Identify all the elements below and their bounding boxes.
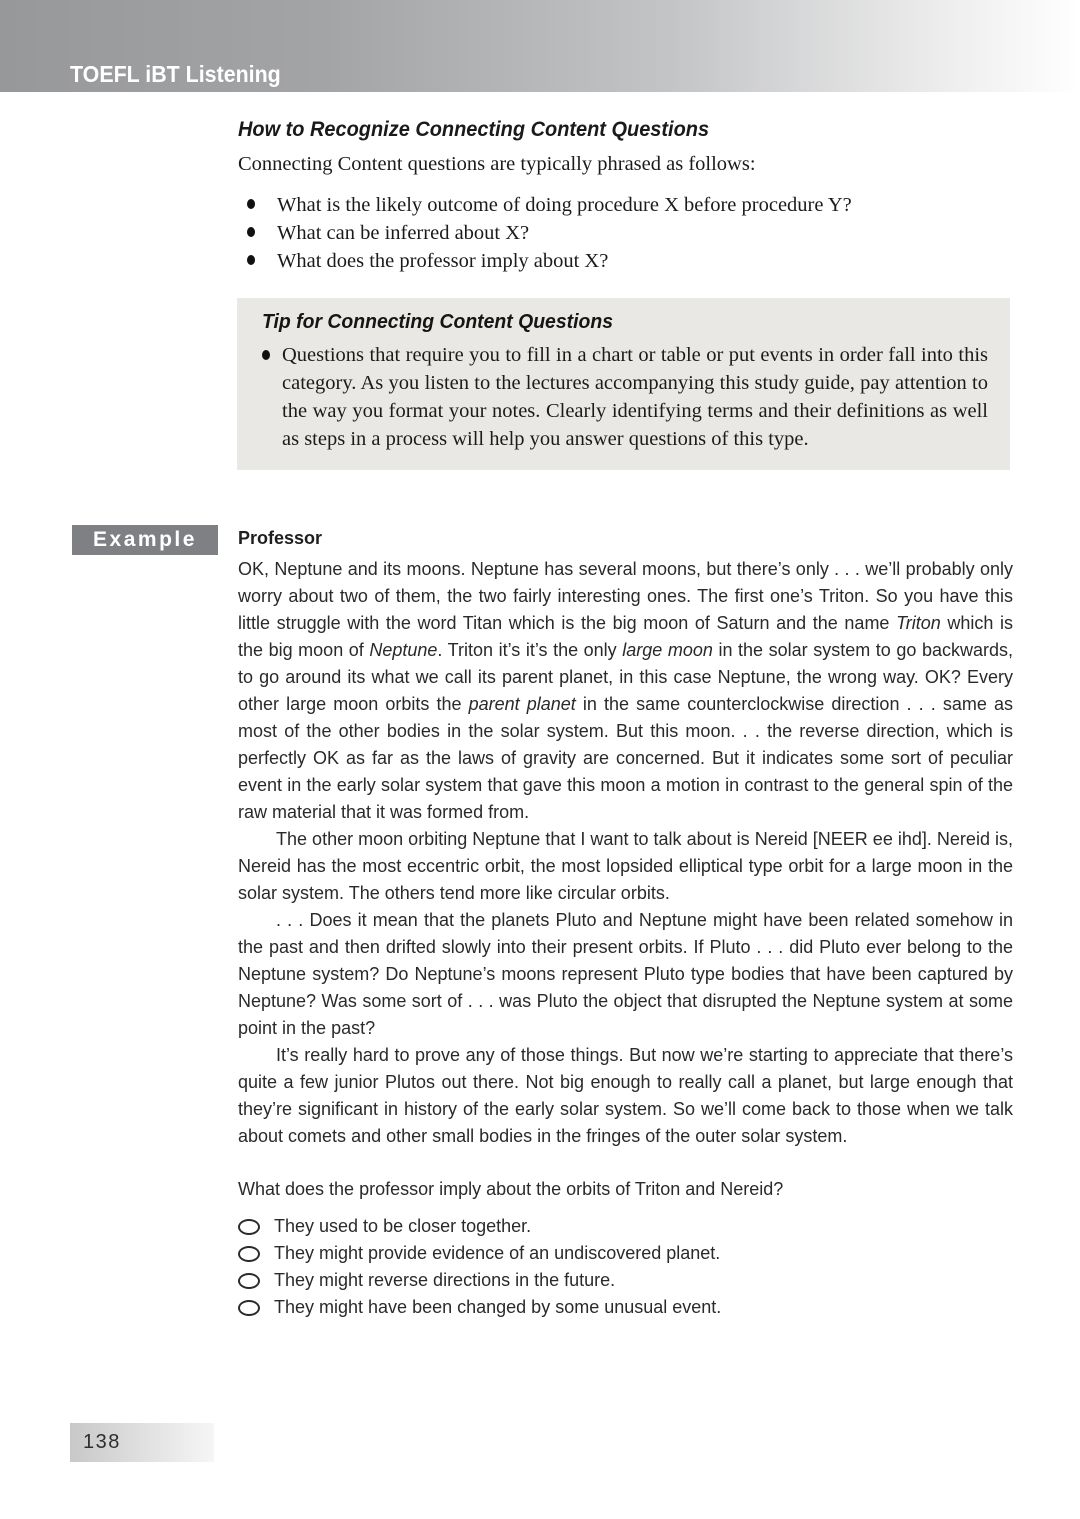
list-item-text: What does the professor imply about X?: [277, 250, 609, 272]
radio-oval-icon[interactable]: [238, 1246, 260, 1262]
question-phrase-list: [238, 191, 1013, 275]
answer-option[interactable]: [238, 1240, 1013, 1267]
bullet-icon: [247, 255, 255, 265]
transcript-paragraph: The other moon orbiting Neptune that I want to talk about is Nereid [NEER ee ihd]. Nereid is, Nereid has the most eccentric orbit, the most lopsided elliptical type orbit for a large moon in the solar system. The others tend more like circular orbits.: [238, 829, 1013, 903]
radio-oval-icon[interactable]: [238, 1273, 260, 1289]
bullet-icon: [247, 227, 255, 237]
page-number-bar: [70, 1423, 214, 1462]
radio-oval-icon[interactable]: [238, 1300, 260, 1316]
option-text: They used to be closer together.: [274, 1216, 532, 1236]
example-label: Example: [72, 525, 218, 555]
transcript-paragraph: . . . Does it mean that the planets Pluto and Neptune might have been related somehow in the past and then drifted slowly into their present orbits. If Pluto . . . did Pluto ever belong to the Neptune system? Do Neptune’s moons represent Pluto type bodies that have been captured by Neptune? Was some sort of . . . was Pluto the object that disrupted the Neptune system at some point in the past?: [238, 910, 1013, 1038]
radio-oval-icon[interactable]: [238, 1219, 260, 1235]
page-number: 138: [83, 1431, 121, 1453]
subsection-heading: How to Recognize Connecting Content Questions: [238, 118, 710, 141]
page-header-band: [0, 0, 1080, 92]
answer-option[interactable]: [238, 1213, 1013, 1240]
example-section: [93, 528, 1013, 551]
transcript-paragraph: OK, Neptune and its moons. Neptune has several moons, but there’s only . . . we’ll probably only worry about two of them, the two fairly interesting ones. The first one’s Triton. So you have this little struggle with the word Titan which is the big moon of Saturn and the name Triton which is the big moon of Neptune. Triton it’s it’s the only large moon in the solar system to go backwards, to go around its what we call its parent planet, in this case Neptune, the wrong way. OK? Every other large moon orbits the parent planet in the same counterclockwise direction . . . same as most of the other bodies in the solar system. But this moon. . . the reverse direction, which is perfectly OK as far as the laws of gravity are concerned. But it indicates some sort of peculiar event in the early solar system that gave this moon a motion in contrast to the general spin of the raw material that it was formed from.: [238, 559, 1013, 822]
tip-text: Questions that require you to fill in a chart or table or put events in order fall into this category. As you listen to the lectures accompanying this study guide, pay attention to the way you format your notes. Clearly identifying terms and their definitions as well as steps in a process will help you answer questions of this type.: [282, 344, 988, 450]
section-title: TOEFL iBT Listening: [70, 61, 281, 87]
bullet-icon: [262, 350, 270, 360]
transcript-paragraph: It’s really hard to prove any of those things. But now we’re starting to appreciate that there’s quite a few junior Plutos out there. Not big enough to really call a planet, but large enough that they’re significant in history of the early solar system. So we’ll come back to those when we talk about comets and other small bodies in the fringes of the outer solar system.: [238, 1045, 1013, 1146]
option-text: They might provide evidence of an undiscovered planet.: [274, 1243, 721, 1263]
list-item-text: What can be inferred about X?: [277, 222, 530, 244]
answer-option[interactable]: [238, 1267, 1013, 1294]
answer-options: [238, 1213, 1013, 1321]
list-item: [238, 219, 1013, 247]
list-item: [238, 191, 1013, 219]
tip-item: [262, 341, 988, 453]
option-text: They might have been changed by some unusual event.: [274, 1297, 722, 1317]
tip-box: [237, 298, 1010, 470]
bullet-icon: [247, 199, 255, 209]
question-text: What does the professor imply about the orbits of Triton and Nereid?: [238, 1179, 784, 1199]
intro-text: Connecting Content questions are typically phrased as follows:: [238, 153, 756, 175]
lecture-transcript: [238, 556, 1013, 1150]
answer-option[interactable]: [238, 1294, 1013, 1321]
content-column: [93, 118, 1013, 1321]
list-item: [238, 247, 1013, 275]
speaker-label: Professor: [238, 528, 323, 548]
option-text: They might reverse directions in the future.: [274, 1270, 616, 1290]
list-item-text: What is the likely outcome of doing procedure X before procedure Y?: [277, 194, 852, 216]
tip-box-title: Tip for Connecting Content Questions: [262, 311, 613, 333]
